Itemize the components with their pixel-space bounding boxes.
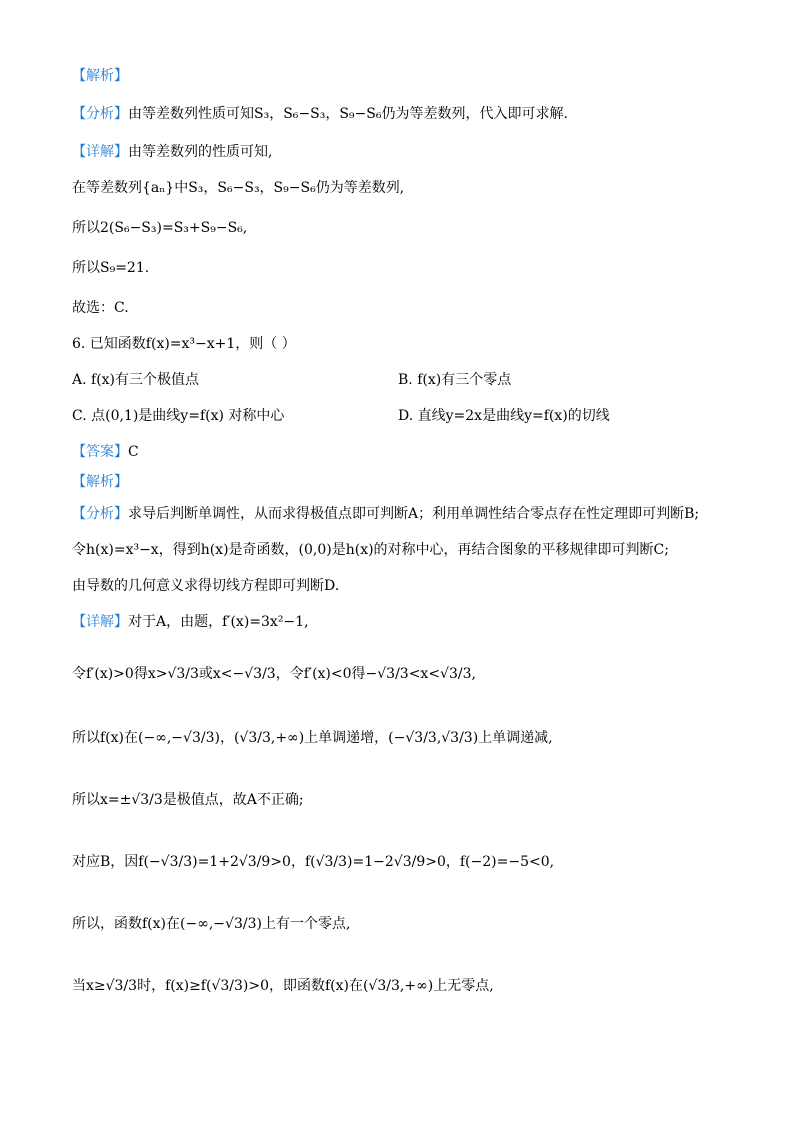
q6-option-d: D. 直线y=2x是曲线y=f(x)的切线 [398, 408, 610, 424]
q6-fenxi-line-1 [72, 504, 699, 524]
q5-fenxi-text: 由等差数列性质可知S₃，S₆−S₃，S₉−S₆仍为等差数列，代入即可求解. [128, 106, 568, 122]
q6-detail-line-3: 所以f(x)在(−∞,−√3/3)，(√3/3,+∞)上单调递增，(−√3/3,√3/3)上单调递减, [72, 730, 553, 746]
analysis-tag-1: 【解析】 [72, 68, 128, 84]
xiangjie-tag-2: 【详解】 [72, 614, 128, 630]
q6-detail-line-1 [72, 612, 309, 632]
q6-answer-line [72, 442, 139, 462]
q6-fenxi-line-2: 令h(x)=x³−x，得到h(x)是奇函数，(0,0)是h(x)的对称中心，再结合图象的平移规律即可判断C; [72, 542, 669, 558]
q6-detail-line-6: 所以，函数f(x)在(−∞,−√3/3)上有一个零点, [72, 916, 351, 932]
q5-choose: 故选：C. [72, 300, 129, 316]
q5-line-b: 所以2(S₆−S₃)=S₃+S₉−S₆, [72, 220, 248, 236]
q6-fenxi-line-3: 由导数的几何意义求得切线方程即可判断D. [72, 578, 340, 594]
q6-answer-value: C [128, 444, 139, 460]
q5-xiangjie-intro: 由等差数列的性质可知, [128, 144, 273, 160]
fenxi-tag-1: 【分析】 [72, 106, 128, 122]
q6-detail-text-1: 对于A，由题，f′(x)=3x²−1, [128, 614, 309, 630]
analysis-tag-2: 【解析】 [72, 474, 128, 490]
q5-line-c: 所以S₉=21. [72, 260, 150, 276]
xiangjie-tag-1: 【详解】 [72, 144, 128, 160]
q6-option-c: C. 点(0,1)是曲线y=f(x) 对称中心 [72, 408, 285, 424]
q5-xiangjie-line [72, 142, 272, 162]
q6-detail-line-5: 对应B，因f(−√3/3)=1+2√3/9>0，f(√3/3)=1−2√3/9>0，f(−2)=−5<0, [72, 854, 555, 870]
q6-option-b: B. f(x)有三个零点 [398, 372, 512, 388]
q6-fenxi-text-1: 求导后判断单调性，从而求得极值点即可判断A；利用单调性结合零点存在性定理即可判断B; [128, 506, 700, 522]
q5-fenxi-line [72, 104, 568, 124]
q6-stem: 6. 已知函数f(x)=x³−x+1，则（ ） [72, 336, 296, 352]
q6-option-a: A. f(x)有三个极值点 [72, 372, 200, 388]
q6-detail-line-7: 当x≥√3/3时，f(x)≥f(√3/3)>0，即函数f(x)在(√3/3,+∞)上无零点, [72, 978, 494, 994]
q5-line-a: 在等差数列{aₙ}中S₃，S₆−S₃，S₉−S₆仍为等差数列, [72, 180, 405, 196]
fenxi-tag-2: 【分析】 [72, 506, 128, 522]
q6-detail-line-4: 所以x=±√3/3是极值点，故A不正确; [72, 792, 304, 808]
q6-detail-line-2: 令f′(x)>0得x>√3/3或x<−√3/3，令f′(x)<0得−√3/3<x<√3/3, [72, 666, 476, 682]
answer-tag: 【答案】 [72, 444, 128, 460]
